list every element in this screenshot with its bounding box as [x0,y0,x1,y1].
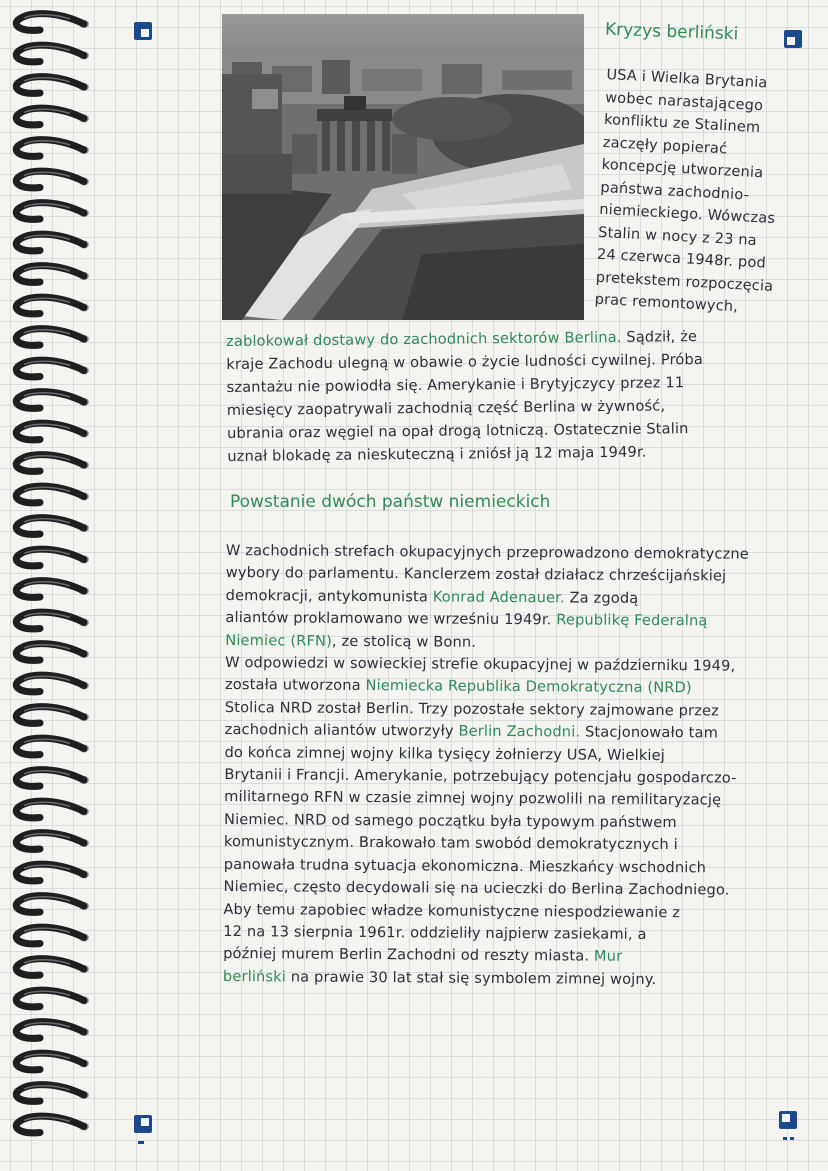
text-line: Stalin w nocy z 23 na [597,224,758,249]
two-states-paragraph [223,540,826,992]
right-column-text [594,64,817,322]
highlight-text: zablokował dostawy do zachodnich sektorów Berlina. [226,328,622,350]
corner-marker-top-left [134,22,152,40]
plain-text: Aby temu zapobiec władze komunistyczne niespodziewanie z [223,900,681,921]
spiral-ring [16,549,89,566]
spiral-ring [16,392,89,409]
spiral-ring [16,990,89,1007]
text-line: zaczęły popierać [602,134,728,157]
spiral-ring [16,203,89,220]
spiral-ring [16,45,89,62]
text-line: 24 czerwca 1948r. pod [596,246,767,272]
plain-text: została utworzona [224,676,366,695]
spiral-ring [16,864,89,881]
spiral-ring [16,707,89,724]
spiral-ring [16,234,89,251]
text-line: prac remontowych, [594,291,739,316]
spiral-ring [16,896,89,913]
spiral-ring [16,108,89,125]
plain-text: , ze stolicą w Bonn. [331,632,477,651]
highlight-text: Niemiec (RFN) [225,631,333,650]
plain-text: Brytanii i Francji. Amerykanie, potrzebujący potencjału gospodarczo- [224,766,737,787]
spiral-ring [16,140,89,157]
plain-text: militarnego RFN w czasie zimnej wojny pozwolili na remilitaryzację [224,788,722,809]
plain-text: Sądził, że [621,328,698,346]
highlight-text: Republikę Federalną [556,611,708,630]
corner-marker-top-right [784,30,802,48]
plain-text: 12 na 13 sierpnia 1961r. oddzieliły najpierw zasiekami, a [223,922,647,943]
paragraph-line [227,439,827,468]
spiral-ring [16,455,89,472]
highlight-text: berliński [222,967,287,986]
spiral-ring [16,1022,89,1039]
plain-text: Za zgodą [564,589,639,607]
corner-marker-bottom-left [134,1115,152,1133]
plain-text: demokracji, antykomunista [225,586,433,606]
plain-text: miesięcy zaopatrywali zachodnią część Berlina w żywność, [226,397,666,419]
spiral-ring [16,1116,89,1133]
spiral-ring [16,738,89,755]
plain-text: później murem Berlin Zachodni od reszty miasta. [223,945,595,965]
text-line: koncepcję utworzenia [601,156,764,182]
plain-text: szantażu nie powiodła się. Amerykanie i Brytyjczycy przez 11 [226,374,685,396]
spiral-ring [16,675,89,692]
spiral-ring [16,14,89,31]
highlight-text: Mur [593,947,623,966]
spiral-ring [16,581,89,598]
plain-text: W odpowiedzi w sowieckiej strefie okupacyjnej w październiku 1949, [225,654,736,675]
text-line: wobec narastającego [604,89,764,114]
plain-text: zachodnich aliantów utworzyły [224,721,459,740]
text-line: niemieckiego. Wówczas [598,201,776,228]
plain-text: Stacjonowało tam [580,723,719,742]
section-title-berlin-crisis: Kryzys berliński [604,19,739,45]
spiral-ring [16,770,89,787]
text-line: państwa zachodnio- [600,179,750,204]
spiral-ring [16,171,89,188]
spiral-ring [16,77,89,94]
text-line: konfliktu ze Stalinem [603,111,761,137]
spiral-ring [16,266,89,283]
spiral-ring [16,518,89,535]
spiral-ring [16,801,89,818]
plain-text: na prawie 30 lat stał się symbolem zimnej wojny. [285,968,657,988]
plain-text: do końca zimnej wojny kilka tysięcy żołnierzy USA, Wielkiej [224,743,666,764]
spiral-binding [0,0,105,1171]
highlight-text: Konrad Adenauer. [432,588,565,607]
corner-marker-bottom-right [779,1111,797,1129]
spiral-ring [16,1085,89,1102]
marker-dots-bottom-left [136,1140,154,1144]
spiral-ring [16,927,89,944]
plain-text: komunistycznym. Brakowało tam swobód demokratycznych i [223,833,678,854]
plain-text: Stolica NRD został Berlin. Trzy pozostałe sektory zajmowane przez [224,698,720,720]
text-line: pretekstem rozpoczęcia [595,269,774,295]
spiral-ring [16,644,89,661]
plain-text: ubrania oraz węgiel na opał drogą lotniczą. Ostatecznie Stalin [226,420,689,442]
berlin-crisis-paragraph [226,324,827,468]
plain-text: aliantów proklamowano we wrześniu 1949r. [225,609,557,629]
plain-text: wybory do parlamentu. Kanclerzem został działacz chrześcijańskiej [225,564,727,585]
plain-text: uznał blokadę za nieskuteczną i zniósł ją 12 maja 1949r. [227,443,647,465]
spiral-ring [16,959,89,976]
highlight-text: Niemiecka Republika Demokratyczna (NRD) [365,677,692,697]
spiral-ring [16,360,89,377]
spiral-ring [16,612,89,629]
plain-text: kraje Zachodu ulegną w obawie o życie ludności cywilnej. Próba [226,351,704,373]
highlight-text: Berlin Zachodni. [458,722,581,741]
berlin-photo [222,14,584,320]
spiral-ring [16,486,89,503]
spiral-ring [16,1053,89,1070]
section-title-two-german-states: Powstanie dwóch państw niemieckich [230,492,551,512]
paragraph-line [223,966,823,993]
spiral-ring [16,297,89,314]
plain-text: panowała trudna sytuacja ekonomiczna. Mieszkańcy wschodnich [223,855,707,877]
plain-text: Niemiec. NRD od samego początku była typowym państwem [223,810,677,832]
plain-text: W zachodnich strefach okupacyjnych przeprowadzono demokratyczne [225,541,750,563]
text-line: USA i Wielka Brytania [606,66,768,92]
marker-dots-bottom-right [781,1136,799,1140]
spiral-ring [16,329,89,346]
spiral-ring [16,833,89,850]
spiral-ring [16,423,89,440]
plain-text: Niemiec, często decydowali się na ucieczki do Berlina Zachodniego. [223,878,730,899]
